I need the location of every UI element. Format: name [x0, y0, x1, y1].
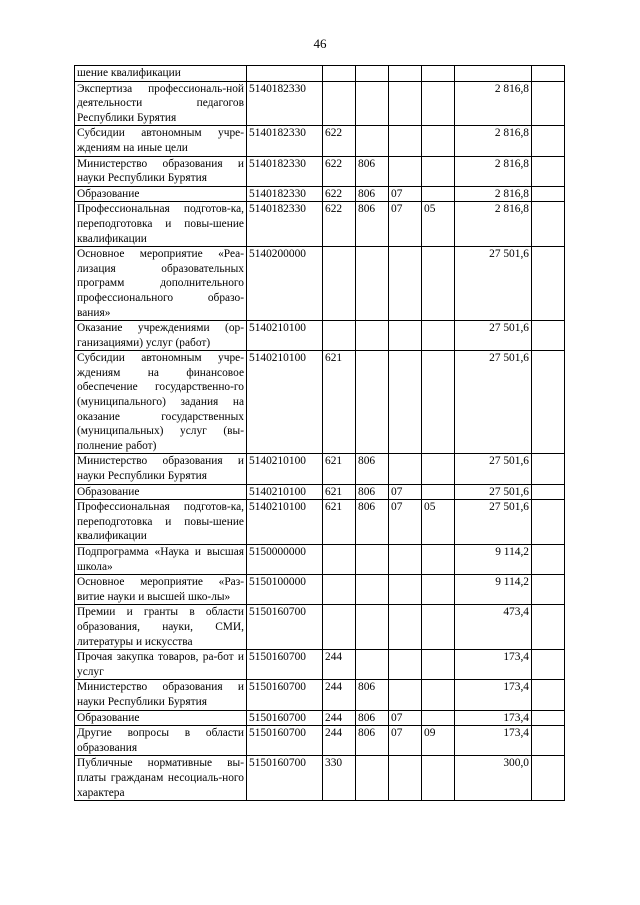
- table-row: [75, 351, 565, 454]
- expense-type-cell: [323, 605, 356, 650]
- expense-type-cell: 622: [323, 202, 356, 247]
- administrator-cell: [356, 321, 389, 351]
- expense-type-cell: [323, 247, 356, 321]
- section-cell: 07: [389, 500, 422, 545]
- subsection-cell: [422, 710, 455, 726]
- subsection-cell: [422, 247, 455, 321]
- target-article-cell: 5140210100: [247, 351, 323, 454]
- expense-type-cell: 244: [323, 650, 356, 680]
- section-cell: 07: [389, 484, 422, 500]
- target-article-cell: 5150160700: [247, 680, 323, 710]
- target-article-cell: 5140200000: [247, 247, 323, 321]
- amount-cell: 173,4: [455, 710, 532, 726]
- extra-cell: [532, 605, 565, 650]
- row-name-cell: Профессиональная подготов-ка, переподготовка и повы-шение квалификации: [75, 500, 247, 545]
- administrator-cell: [356, 247, 389, 321]
- extra-cell: [532, 710, 565, 726]
- section-cell: 07: [389, 202, 422, 247]
- expense-type-cell: [323, 575, 356, 605]
- administrator-cell: 806: [356, 710, 389, 726]
- extra-cell: [532, 126, 565, 156]
- target-article-cell: [247, 66, 323, 82]
- target-article-cell: 5150000000: [247, 545, 323, 575]
- budget-table: [74, 65, 565, 801]
- target-article-cell: 5140210100: [247, 500, 323, 545]
- row-name-cell: Профессиональная подготов-ка, переподготовка и повы-шение квалификации: [75, 202, 247, 247]
- table-row: [75, 247, 565, 321]
- table-row: [75, 484, 565, 500]
- subsection-cell: 05: [422, 202, 455, 247]
- administrator-cell: [356, 66, 389, 82]
- amount-cell: 173,4: [455, 680, 532, 710]
- table-row: [75, 726, 565, 756]
- section-cell: 07: [389, 726, 422, 756]
- row-name-cell: Премии и гранты в области образования, науки, СМИ, литературы и искусства: [75, 605, 247, 650]
- administrator-cell: [356, 81, 389, 126]
- expense-type-cell: [323, 545, 356, 575]
- row-name-cell: Образование: [75, 484, 247, 500]
- extra-cell: [532, 545, 565, 575]
- extra-cell: [532, 484, 565, 500]
- amount-cell: [455, 66, 532, 82]
- table-row: [75, 126, 565, 156]
- target-article-cell: 5140210100: [247, 484, 323, 500]
- table-row: [75, 454, 565, 484]
- expense-type-cell: [323, 81, 356, 126]
- expense-type-cell: 244: [323, 710, 356, 726]
- target-article-cell: 5140182330: [247, 126, 323, 156]
- subsection-cell: [422, 351, 455, 454]
- expense-type-cell: 622: [323, 156, 356, 186]
- subsection-cell: 05: [422, 500, 455, 545]
- administrator-cell: 806: [356, 726, 389, 756]
- amount-cell: 2 816,8: [455, 126, 532, 156]
- amount-cell: 27 501,6: [455, 247, 532, 321]
- subsection-cell: [422, 321, 455, 351]
- target-article-cell: 5150160700: [247, 650, 323, 680]
- row-name-cell: Образование: [75, 186, 247, 202]
- administrator-cell: [356, 605, 389, 650]
- table-row: [75, 650, 565, 680]
- expense-type-cell: [323, 66, 356, 82]
- table-row: [75, 202, 565, 247]
- table-row: [75, 186, 565, 202]
- extra-cell: [532, 66, 565, 82]
- table-body: [75, 66, 565, 801]
- amount-cell: 173,4: [455, 726, 532, 756]
- row-name-cell: Образование: [75, 710, 247, 726]
- section-cell: [389, 454, 422, 484]
- subsection-cell: [422, 484, 455, 500]
- administrator-cell: [356, 545, 389, 575]
- subsection-cell: [422, 156, 455, 186]
- target-article-cell: 5140210100: [247, 454, 323, 484]
- amount-cell: 27 501,6: [455, 321, 532, 351]
- expense-type-cell: 621: [323, 500, 356, 545]
- row-name-cell: Прочая закупка товаров, ра-бот и услуг: [75, 650, 247, 680]
- target-article-cell: 5150160700: [247, 710, 323, 726]
- amount-cell: 2 816,8: [455, 81, 532, 126]
- row-name-cell: Основное мероприятие «Реа-лизация образовательных программ дополнительного профессионального образо-вания»: [75, 247, 247, 321]
- amount-cell: 2 816,8: [455, 202, 532, 247]
- row-name-cell: Основное мероприятие «Раз-витие науки и высшей шко-лы»: [75, 575, 247, 605]
- target-article-cell: 5140210100: [247, 321, 323, 351]
- target-article-cell: 5140182330: [247, 202, 323, 247]
- target-article-cell: 5140182330: [247, 186, 323, 202]
- amount-cell: 473,4: [455, 605, 532, 650]
- expense-type-cell: 622: [323, 126, 356, 156]
- amount-cell: 27 501,6: [455, 454, 532, 484]
- extra-cell: [532, 321, 565, 351]
- subsection-cell: [422, 186, 455, 202]
- extra-cell: [532, 247, 565, 321]
- subsection-cell: [422, 650, 455, 680]
- section-cell: [389, 126, 422, 156]
- target-article-cell: 5140182330: [247, 81, 323, 126]
- expense-type-cell: 244: [323, 680, 356, 710]
- table-row: [75, 321, 565, 351]
- extra-cell: [532, 81, 565, 126]
- amount-cell: 9 114,2: [455, 545, 532, 575]
- section-cell: [389, 156, 422, 186]
- expense-type-cell: 244: [323, 726, 356, 756]
- subsection-cell: [422, 575, 455, 605]
- target-article-cell: 5150160700: [247, 605, 323, 650]
- administrator-cell: 806: [356, 680, 389, 710]
- table-row: [75, 575, 565, 605]
- amount-cell: 27 501,6: [455, 351, 532, 454]
- section-cell: [389, 351, 422, 454]
- target-article-cell: 5150160700: [247, 756, 323, 801]
- section-cell: [389, 66, 422, 82]
- extra-cell: [532, 156, 565, 186]
- table-row: [75, 66, 565, 82]
- section-cell: [389, 545, 422, 575]
- row-name-cell: Оказание учреждениями (ор-ганизациями) услуг (работ): [75, 321, 247, 351]
- table-row: [75, 81, 565, 126]
- administrator-cell: [356, 756, 389, 801]
- extra-cell: [532, 202, 565, 247]
- section-cell: 07: [389, 710, 422, 726]
- extra-cell: [532, 680, 565, 710]
- row-name-cell: Другие вопросы в области образования: [75, 726, 247, 756]
- section-cell: [389, 650, 422, 680]
- subsection-cell: [422, 81, 455, 126]
- subsection-cell: 09: [422, 726, 455, 756]
- administrator-cell: [356, 575, 389, 605]
- expense-type-cell: 621: [323, 484, 356, 500]
- extra-cell: [532, 186, 565, 202]
- section-cell: [389, 247, 422, 321]
- administrator-cell: 806: [356, 156, 389, 186]
- administrator-cell: 806: [356, 186, 389, 202]
- subsection-cell: [422, 680, 455, 710]
- extra-cell: [532, 454, 565, 484]
- row-name-cell: Министерство образования и науки Республики Бурятия: [75, 156, 247, 186]
- table-row: [75, 710, 565, 726]
- row-name-cell: Подпрограмма «Наука и высшая школа»: [75, 545, 247, 575]
- administrator-cell: [356, 126, 389, 156]
- extra-cell: [532, 650, 565, 680]
- target-article-cell: 5150160700: [247, 726, 323, 756]
- extra-cell: [532, 756, 565, 801]
- table-row: [75, 156, 565, 186]
- extra-cell: [532, 726, 565, 756]
- section-cell: [389, 81, 422, 126]
- section-cell: [389, 680, 422, 710]
- row-name-cell: Министерство образования и науки Республики Бурятия: [75, 680, 247, 710]
- section-cell: [389, 321, 422, 351]
- section-cell: [389, 756, 422, 801]
- administrator-cell: 806: [356, 454, 389, 484]
- amount-cell: 9 114,2: [455, 575, 532, 605]
- table-row: [75, 756, 565, 801]
- page-number: 46: [313, 36, 327, 51]
- row-name-cell: шение квалификации: [75, 66, 247, 82]
- target-article-cell: 5140182330: [247, 156, 323, 186]
- row-name-cell: Публичные нормативные вы-платы гражданам несоциаль-ного характера: [75, 756, 247, 801]
- expense-type-cell: [323, 321, 356, 351]
- extra-cell: [532, 575, 565, 605]
- target-article-cell: 5150100000: [247, 575, 323, 605]
- amount-cell: 27 501,6: [455, 500, 532, 545]
- extra-cell: [532, 500, 565, 545]
- administrator-cell: 806: [356, 202, 389, 247]
- subsection-cell: [422, 454, 455, 484]
- subsection-cell: [422, 126, 455, 156]
- row-name-cell: Субсидии автономным учре-ждениям на финансовое обеспечение государственно-го (муниципального) задания на оказание государственных (муниципальных) услуг (вы-полнение работ): [75, 351, 247, 454]
- amount-cell: 2 816,8: [455, 156, 532, 186]
- expense-type-cell: 621: [323, 454, 356, 484]
- amount-cell: 27 501,6: [455, 484, 532, 500]
- table-row: [75, 605, 565, 650]
- amount-cell: 300,0: [455, 756, 532, 801]
- administrator-cell: 806: [356, 484, 389, 500]
- table-row: [75, 680, 565, 710]
- administrator-cell: [356, 351, 389, 454]
- administrator-cell: [356, 650, 389, 680]
- expense-type-cell: 621: [323, 351, 356, 454]
- amount-cell: 2 816,8: [455, 186, 532, 202]
- section-cell: 07: [389, 186, 422, 202]
- subsection-cell: [422, 66, 455, 82]
- table-row: [75, 545, 565, 575]
- row-name-cell: Экспертиза профессиональ-ной деятельности педагогов Республики Бурятия: [75, 81, 247, 126]
- expense-type-cell: 330: [323, 756, 356, 801]
- administrator-cell: 806: [356, 500, 389, 545]
- extra-cell: [532, 351, 565, 454]
- amount-cell: 173,4: [455, 650, 532, 680]
- row-name-cell: Субсидии автономным учре-ждениям на иные цели: [75, 126, 247, 156]
- subsection-cell: [422, 545, 455, 575]
- subsection-cell: [422, 605, 455, 650]
- subsection-cell: [422, 756, 455, 801]
- table-row: [75, 500, 565, 545]
- section-cell: [389, 605, 422, 650]
- row-name-cell: Министерство образования и науки Республики Бурятия: [75, 454, 247, 484]
- expense-type-cell: 622: [323, 186, 356, 202]
- section-cell: [389, 575, 422, 605]
